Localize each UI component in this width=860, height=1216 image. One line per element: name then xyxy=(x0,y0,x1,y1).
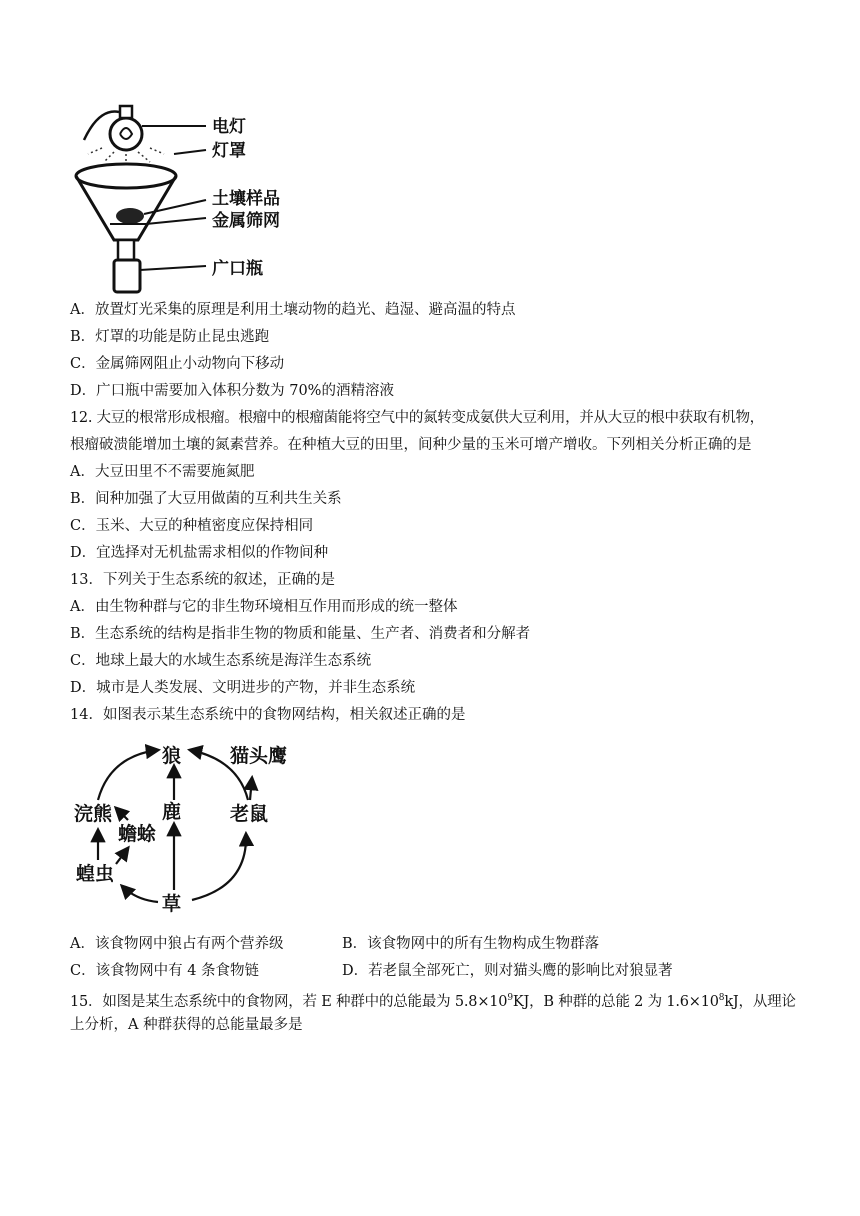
q13-stem: 13．下列关于生态系统的叙述，正确的是 xyxy=(70,572,335,588)
q14-option-c: C．该食物网中有 4 条食物链 xyxy=(70,963,260,979)
q13-option-b: B．生态系统的结构是指非生物的物质和能量、生产者、消费者和分解者 xyxy=(70,626,531,642)
q15-stem-line-2: 上分析，A 种群获得的总能量最多是 xyxy=(70,1017,303,1033)
q12-option-c: C．玉米、大豆的种植密度应保持相同 xyxy=(70,518,314,534)
q11-option-c: C．金属筛网阻止小动物向下移动 xyxy=(70,356,285,372)
funnel-rim xyxy=(76,164,176,188)
arrow-grass-mouse xyxy=(192,834,246,900)
soil-animal-collector-figure xyxy=(74,100,294,295)
q15-text-b: KJ，B 种群的总能 2 为 1.6×10 xyxy=(512,993,719,1010)
arrow-toad-raccoon xyxy=(116,808,128,820)
node-toad: 蟾蜍 xyxy=(118,823,157,845)
food-web-figure xyxy=(70,738,290,918)
node-mouse: 老鼠 xyxy=(230,803,269,825)
q12-option-a: A．大豆田里不不需要施氮肥 xyxy=(70,464,255,480)
q13-option-a: A．由生物种群与它的非生物环境相互作用而形成的统一整体 xyxy=(70,599,458,615)
arrow-grass-locust xyxy=(122,886,158,902)
label-lampshade: 灯罩 xyxy=(212,141,246,161)
q13-option-d: D．城市是人类发展、文明进步的产物，并非生态系统 xyxy=(70,680,416,696)
arrow-raccoon-wolf xyxy=(98,750,158,800)
arrow-mouse-owl xyxy=(250,778,252,800)
q14-option-d: D．若老鼠全部死亡，则对猫头鹰的影响比对狼显著 xyxy=(342,963,673,979)
q14-option-b: B．该食物网中的所有生物构成生物群落 xyxy=(342,936,600,952)
q12-option-d: D．宜选择对无机盐需求相似的作物间种 xyxy=(70,545,329,561)
q14-stem: 14．如图表示某生态系统中的食物网结构，相关叙述正确的是 xyxy=(70,707,466,723)
q11-option-d: D．广口瓶中需要加入体积分数为 70%的酒精溶液 xyxy=(70,383,394,399)
q15-text-a: 15．如图是某生态系统中的食物网，若 E 种群中的总能最为 5.8×10 xyxy=(70,993,508,1010)
node-deer: 鹿 xyxy=(162,801,182,823)
node-wolf: 狼 xyxy=(162,745,182,767)
node-owl: 猫头鹰 xyxy=(230,745,288,767)
soil-sample-icon xyxy=(116,208,144,224)
bulb-icon xyxy=(110,118,142,150)
label-lamp: 电灯 xyxy=(212,117,246,137)
arrow-locust-toad xyxy=(116,848,128,864)
q14-option-a: A．该食物网中狼占有两个营养级 xyxy=(70,936,284,952)
q12-stem-line-2: 根瘤破溃能增加土壤的氮素营养。在种植大豆的田里，间种少量的玉米可增产增收。下列相关分析正确的是 xyxy=(70,437,752,453)
q13-option-c: C．地球上最大的水域生态系统是海洋生态系统 xyxy=(70,653,372,669)
node-raccoon: 浣熊 xyxy=(74,803,113,825)
q11-option-a: A．放置灯光采集的原理是利用土壤动物的趋光、趋湿、避高温的特点 xyxy=(70,302,516,318)
q15-exponent-1: 9 xyxy=(507,993,513,1003)
q15-exponent-2: 8 xyxy=(718,993,725,1003)
label-soil-sample: 土壤样品 xyxy=(212,189,280,209)
q12-stem-line-1: 12. 大豆的根常形成根瘤。根瘤中的根瘤菌能将空气中的氮转变成氨供大豆利用，并从大豆的根中获取有机物， xyxy=(70,410,764,426)
node-grass: 草 xyxy=(162,893,182,915)
q15-stem-line-1 xyxy=(70,988,796,1012)
q12-option-b: B．间种加强了大豆用做菌的互利共生关系 xyxy=(70,491,342,507)
q11-option-b: B．灯罩的功能是防止昆虫逃跑 xyxy=(70,329,270,345)
label-jar: 广口瓶 xyxy=(212,259,263,279)
label-metal-mesh: 金属筛网 xyxy=(212,211,280,231)
wide-mouth-jar-icon xyxy=(114,260,140,292)
node-locust: 蝗虫 xyxy=(76,863,115,885)
q15-text-c: kJ，从理论 xyxy=(724,993,796,1010)
